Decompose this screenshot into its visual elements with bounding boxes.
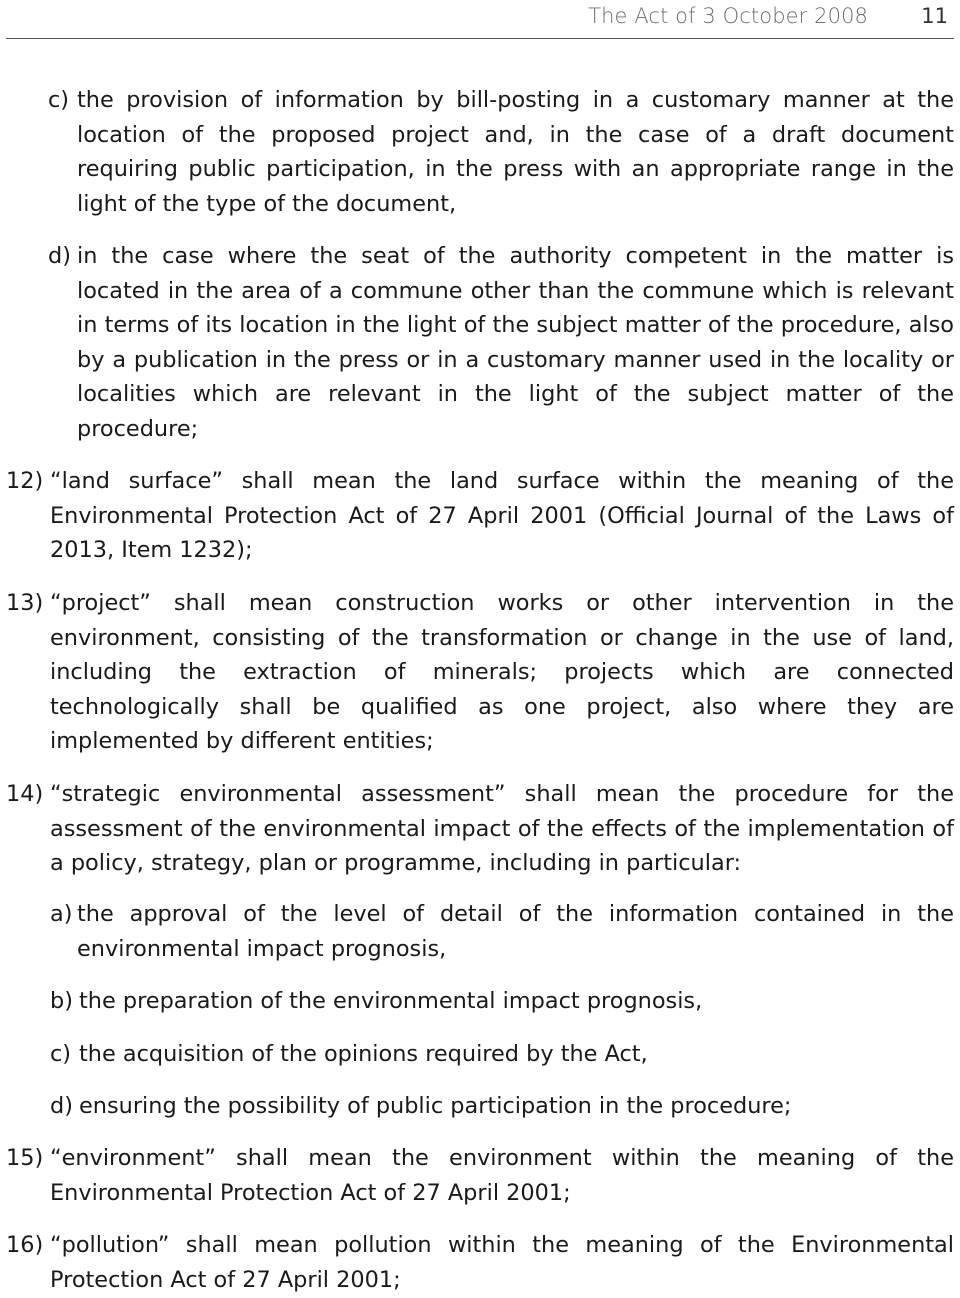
list-item-16 xyxy=(6,1228,954,1297)
list-item-14d xyxy=(6,1089,954,1124)
list-item-c xyxy=(48,83,954,221)
item-text: the approval of the level of detail of the information contained in the environmental impact prognosis, xyxy=(77,901,954,962)
running-title: The Act of 3 October 2008 xyxy=(588,4,868,28)
item-label: c) xyxy=(50,1041,72,1067)
item-text: the preparation of the environmental impact prognosis, xyxy=(79,988,703,1014)
item-text: “land surface” shall mean the land surface within the meaning of the Environmental Protection Act of 27 April 2001 (Official Journal of the Laws of 2013, Item 1232); xyxy=(50,468,954,563)
item-text: the acquisition of the opinions required by the Act, xyxy=(79,1041,648,1067)
item-text: “pollution” shall mean pollution within the meaning of the Environmental Protection Act of 27 April 2001; xyxy=(50,1232,954,1293)
item-label: b) xyxy=(50,988,73,1014)
item-label: 15) xyxy=(6,1145,44,1171)
list-item-d xyxy=(48,239,954,446)
item-label: 16) xyxy=(6,1232,44,1258)
list-item-13 xyxy=(6,586,954,759)
item-label: 14) xyxy=(6,781,44,807)
item-label: d) xyxy=(48,243,71,269)
item-text: “project” shall mean construction works or other intervention in the environment, consisting of the transformation or change in the use of land, including the extraction of minerals; projects which are connected technologically shall be qualified as one project, also where they are implemented by different entities; xyxy=(50,590,954,754)
item-label: d) xyxy=(50,1093,73,1119)
item-label: 12) xyxy=(6,468,44,494)
item-text: ensuring the possibility of public participation in the procedure; xyxy=(79,1093,792,1119)
list-item-14a xyxy=(6,897,954,966)
list-item-12 xyxy=(6,464,954,568)
item-text: the provision of information by bill-posting in a customary manner at the location of the proposed project and, in the case of a draft document requiring public participation, in the press with an appropriate range in the light of the type of the document, xyxy=(77,87,954,217)
list-item-14 xyxy=(6,777,954,881)
page-header xyxy=(6,0,954,39)
item-text: “strategic environmental assessment” shall mean the procedure for the assessment of the environmental impact of the effects of the implementation of a policy, strategy, plan or programme, including in particular: xyxy=(50,781,954,876)
item-label: a) xyxy=(50,901,73,927)
item-text: in the case where the seat of the authority competent in the matter is located in the area of a commune other than the commune which is relevant in terms of its location in the light of the subject matter of the procedure, also by a publication in the press or in a customary manner used in the locality or localities which are relevant in the light of the subject matter of the procedure; xyxy=(77,243,954,442)
item-label: 13) xyxy=(6,590,44,616)
list-item-14c xyxy=(6,1037,954,1072)
list-item-14b xyxy=(6,984,954,1019)
item-label: c) xyxy=(48,87,70,113)
item-text: “environment” shall mean the environment within the meaning of the Environmental Protection Act of 27 April 2001; xyxy=(50,1145,954,1206)
page-number: 11 xyxy=(921,4,948,28)
list-item-15 xyxy=(6,1141,954,1210)
